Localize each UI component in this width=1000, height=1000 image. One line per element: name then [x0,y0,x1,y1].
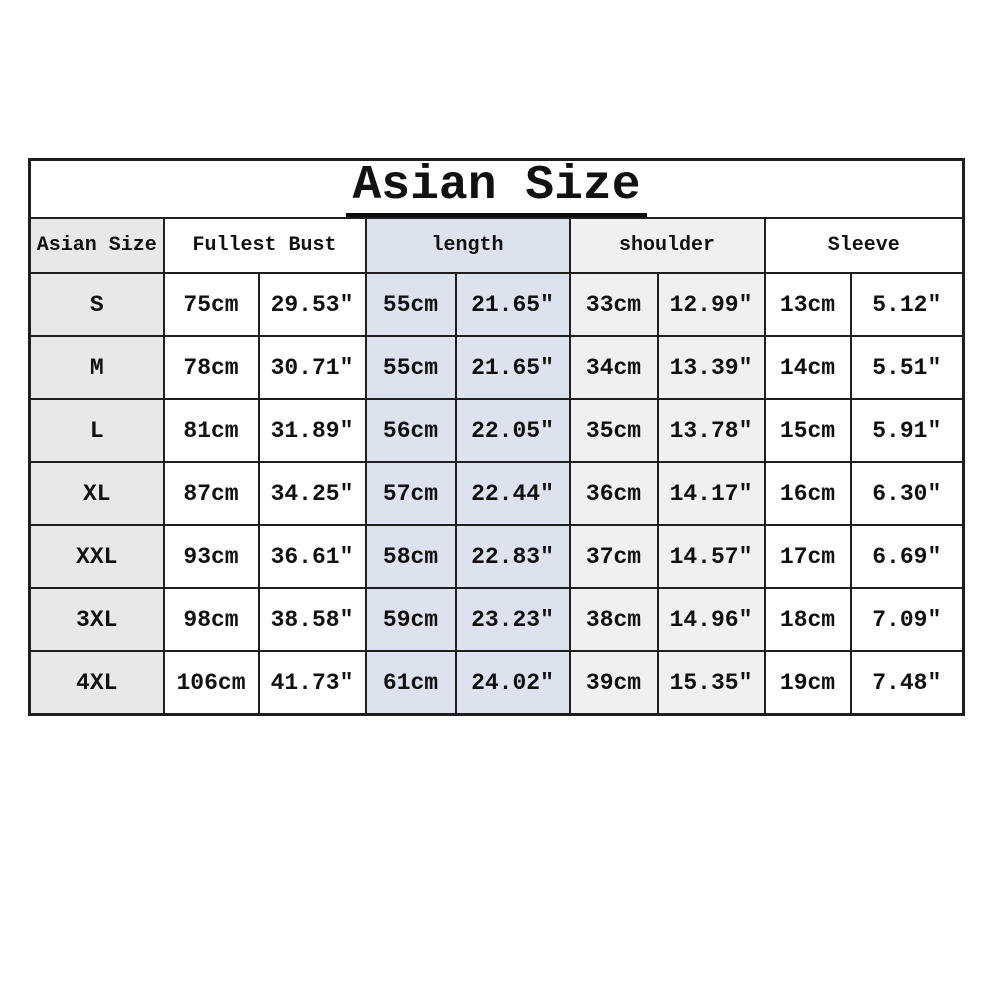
sleeve-cm-cell: 13cm [765,273,851,336]
shoulder-cm-cell: 37cm [570,525,658,588]
sleeve-in-cell: 5.91″ [851,399,964,462]
length-cm-cell: 55cm [366,336,456,399]
shoulder-in-cell: 13.78″ [658,399,765,462]
length-cm-cell: 55cm [366,273,456,336]
bust-in-cell: 36.61″ [259,525,366,588]
bust-cm-cell: 78cm [164,336,259,399]
header-fullest-bust: Fullest Bust [164,218,366,273]
header-sleeve: Sleeve [765,218,964,273]
length-in-cell: 21.65″ [456,273,570,336]
shoulder-in-cell: 14.17″ [658,462,765,525]
length-cm-cell: 59cm [366,588,456,651]
title-row [30,160,964,219]
shoulder-in-cell: 14.57″ [658,525,765,588]
bust-in-cell: 31.89″ [259,399,366,462]
bust-in-cell: 41.73″ [259,651,366,715]
sleeve-cm-cell: 16cm [765,462,851,525]
shoulder-cm-cell: 38cm [570,588,658,651]
length-cm-cell: 58cm [366,525,456,588]
size-cell: S [30,273,164,336]
sleeve-in-cell: 5.12″ [851,273,964,336]
sleeve-cm-cell: 18cm [765,588,851,651]
header-row [30,218,964,273]
header-length: length [366,218,570,273]
shoulder-cm-cell: 35cm [570,399,658,462]
bust-cm-cell: 81cm [164,399,259,462]
shoulder-in-cell: 14.96″ [658,588,765,651]
bust-cm-cell: 93cm [164,525,259,588]
shoulder-in-cell: 12.99″ [658,273,765,336]
sleeve-cm-cell: 17cm [765,525,851,588]
sleeve-in-cell: 7.09″ [851,588,964,651]
sleeve-in-cell: 6.30″ [851,462,964,525]
length-cm-cell: 61cm [366,651,456,715]
shoulder-in-cell: 15.35″ [658,651,765,715]
size-cell: 4XL [30,651,164,715]
size-cell: L [30,399,164,462]
size-cell: XL [30,462,164,525]
sleeve-in-cell: 5.51″ [851,336,964,399]
length-cm-cell: 56cm [366,399,456,462]
length-in-cell: 23.23″ [456,588,570,651]
size-cell: 3XL [30,588,164,651]
title-cell [30,160,964,219]
shoulder-cm-cell: 39cm [570,651,658,715]
table-row [30,525,964,588]
sleeve-cm-cell: 15cm [765,399,851,462]
table-row [30,336,964,399]
page-title: Asian Size [346,161,646,216]
table-row [30,462,964,525]
table-row [30,399,964,462]
sleeve-cm-cell: 19cm [765,651,851,715]
bust-cm-cell: 75cm [164,273,259,336]
length-in-cell: 22.05″ [456,399,570,462]
length-in-cell: 24.02″ [456,651,570,715]
bust-cm-cell: 98cm [164,588,259,651]
bust-in-cell: 30.71″ [259,336,366,399]
header-shoulder: shoulder [570,218,765,273]
sleeve-cm-cell: 14cm [765,336,851,399]
shoulder-in-cell: 13.39″ [658,336,765,399]
bust-in-cell: 29.53″ [259,273,366,336]
table-row [30,588,964,651]
header-asian-size: Asian Size [30,218,164,273]
shoulder-cm-cell: 33cm [570,273,658,336]
length-in-cell: 22.83″ [456,525,570,588]
bust-cm-cell: 106cm [164,651,259,715]
size-chart-table [28,158,965,716]
bust-in-cell: 38.58″ [259,588,366,651]
size-cell: XXL [30,525,164,588]
table-row [30,273,964,336]
bust-in-cell: 34.25″ [259,462,366,525]
length-in-cell: 22.44″ [456,462,570,525]
size-cell: M [30,336,164,399]
length-cm-cell: 57cm [366,462,456,525]
shoulder-cm-cell: 34cm [570,336,658,399]
sleeve-in-cell: 6.69″ [851,525,964,588]
bust-cm-cell: 87cm [164,462,259,525]
length-in-cell: 21.65″ [456,336,570,399]
table-row [30,651,964,715]
shoulder-cm-cell: 36cm [570,462,658,525]
sleeve-in-cell: 7.48″ [851,651,964,715]
